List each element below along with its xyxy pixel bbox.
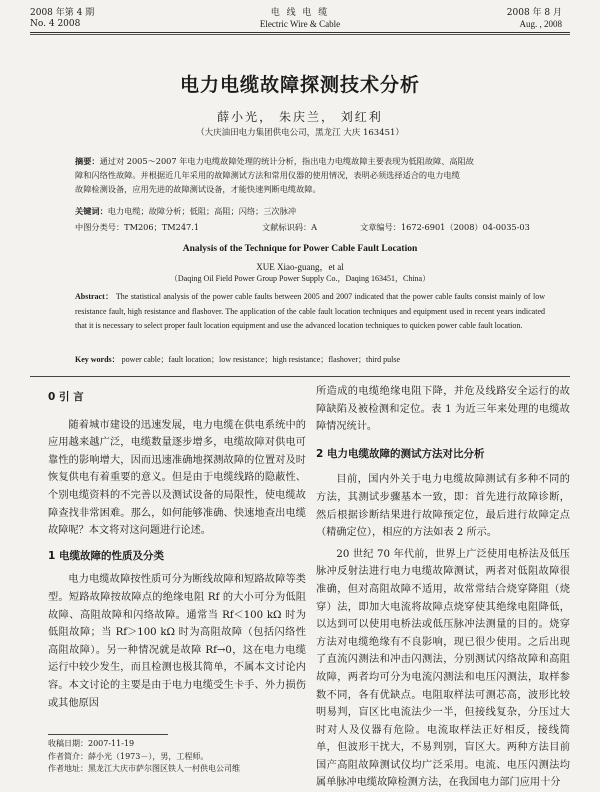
clc-number: 中图分类号：TM206；TM247.1 [75,222,200,232]
section-0-heading: 0 引 言 [48,391,84,403]
header-right-date: 2008 年 8 月 [506,8,562,18]
header-journal-en: Electric Wire & Cable [259,19,341,29]
document-code: 文献标识码：A [262,222,318,232]
keywords-en-label: Key words： [75,355,120,364]
author-en: XUE Xiao-guang，et al [256,262,344,272]
header-left-number: No. 4 2008 [30,19,81,29]
section-2-paragraph-1: 目前，国内外关于电力电缆故障测试有多种不同的方法，其测试步骤基本一致，即：首先进行故障诊断，然后根据诊断结果进行故障预定位，最后进行故障定点（精确定位），相应的方法如表 2 所示。 [316,474,570,539]
continued-paragraph: 所造成的电缆绝缘电阻下降，并危及线路安全运行的故障缺陷及被检测和定位。表 1 为近三年来处理的电缆故障情况统计。 [316,386,570,433]
header-rule [30,32,570,33]
affiliation-cn: （大庆油田电力集团供电公司，黑龙江 大庆 163451） [196,128,404,138]
abstract-cn-label: 摘要： [75,156,100,166]
header-rule-thin [30,34,570,35]
abstract-en-text: The statistical analysis of the power cable faults between 2005 and 2007 indicated that the power cable faults consist mainly of low resistance fault, high resistance and flashover. The application of the cable fault location techniques and equipment used in recent years indicated that it is necessary to select proper fault location equipment and use the advanced location techniques to quicken power cable fault location. [75,292,545,330]
author-bio: 作者简介：薛小光（1973－），男，工程师。 [48,751,209,761]
section-1-paragraph: 电力电缆故障按性质可分为断线故障和短路故障等类型。短路故障按故障点的绝缘电阻 Rf 的大小可分为低阻故障、高阻故障和闪络故障。通常当 Rf＜100 kΩ 时为低阻故障；当 Rf＞100 kΩ 时为高阻故障（包括闪络性高阻故障）。另一种情况就是故障 Rf→0，这在电力电缆运行中较少发生，而且检测也极其简单，不属本文讨论内容。本文讨论的主要是由于电力电缆受生卡手、外力损伤或其他原因 [48,574,306,709]
section-1-heading: 1 电缆故障的性质及分类 [48,549,164,562]
abstract-cn [75,154,530,196]
author-address: 作者地址：黑龙江大庆市萨尔图区铁人一村供电公司维 [48,764,240,773]
affiliation-en: （Daqing Oil Field Power Group Power Supply Co.，Daqing 163451，China） [169,274,431,283]
section-2-heading: 2 电力电缆故障的测试方法对比分析 [316,447,485,460]
abstract-en [75,290,545,334]
abstract-cn-line-1: 通过对 2005～2007 年电力电缆故障处理的统计分析，指出电力电缆故障主要表现为低阻故障、高阻故 [99,156,474,166]
header-right-date-en: Aug. , 2008 [519,19,562,29]
right-column [316,383,570,792]
received-date: 收稿日期：2007-11-19 [48,739,135,748]
keywords-en [75,354,545,365]
paper-title-en: Analysis of the Technique for Power Cable Fault Location [182,244,418,254]
section-0-paragraph: 随着城市建设的迅速发展，电力电缆在供电系统中的应用越来越广泛，电缆数量逐步增多，电缆故障对供电可靠性的影响增大，因而迅速准确地探测故障的位置对及时恢复供电有着重要的意义。但是由于电缆线路的隐蔽性、个别电缆资料的不完善以及测试设备的局限性，使电缆故障查找非常困难。那么，如何能够准确、快速地查出电缆故障呢？本文将对这问题进行论述。 [48,419,306,537]
abstract-en-label: Abstract： [75,292,114,301]
abstract-divider [30,376,570,377]
article-number: 文章编号：1672-6901（2008）04-0035-03 [360,222,530,232]
authors-cn: 薛小光， 朱庆兰， 刘红利 [217,110,383,124]
header-journal-cn: 电 线 电 缆 [270,8,330,18]
footnote-rule [48,734,168,735]
keywords-cn-label: 关键词： [75,206,108,216]
keywords-cn [75,206,530,217]
paper-title-cn: 电力电缆故障探测技术分析 [179,74,420,96]
footnote [48,738,303,776]
header-left-issue: 2008 年第 4 期 [30,8,95,18]
left-column [48,383,306,712]
section-2-paragraph-2: 20 世纪 70 年代前，世界上广泛使用电桥法及低压脉冲反射法进行电力电缆故障测试，两者对低阻故障很准确，但对高阻故障不适用，故常常结合烧穿降阻（烧穿）法，即加大电流将故障点烧穿使其绝缘电阻降低，以达到可以使用电桥法或低压脉冲法测量的目的。烧穿方法对电缆绝缘有不良影响，现已很少使用。之后出现了直流闪测法和冲击闪测法，分别测试闪络故障和高阻故障，两者均可分为电流闪测法和电压闪测法，取样参数不同，各有优缺点。电阻取样法可测芯高，波形比较明易判，盲区比电流法少一半，但接线复杂，分压过大时对人及仪器有危险。电流取样法正好相反，接线简单，但波形干扰大，不易判别，盲区大。两种方法目前国产高阻故障测试仪均广泛采用。电流、电压闪测法均属单脉冲电缆故障检测方法，在我国电力部门应用十分 [316,548,570,789]
abstract-cn-line-2: 障和闪络性故障。并根据近几年采用的故障测试方法和常用仪器的使用情况，表明必须选择适合的电力电缆 [75,170,460,180]
keywords-en-text: power cable；fault location；low resistance；high resistance；flashover；third pulse [121,355,401,364]
keywords-cn-text: 电力电缆；故障分析；低阻；高阻；闪络；三次脉冲 [107,206,297,216]
abstract-cn-line-3: 故障检测设备，应用先进的故障测试设备，才能快速判断电缆故障。 [75,184,321,194]
